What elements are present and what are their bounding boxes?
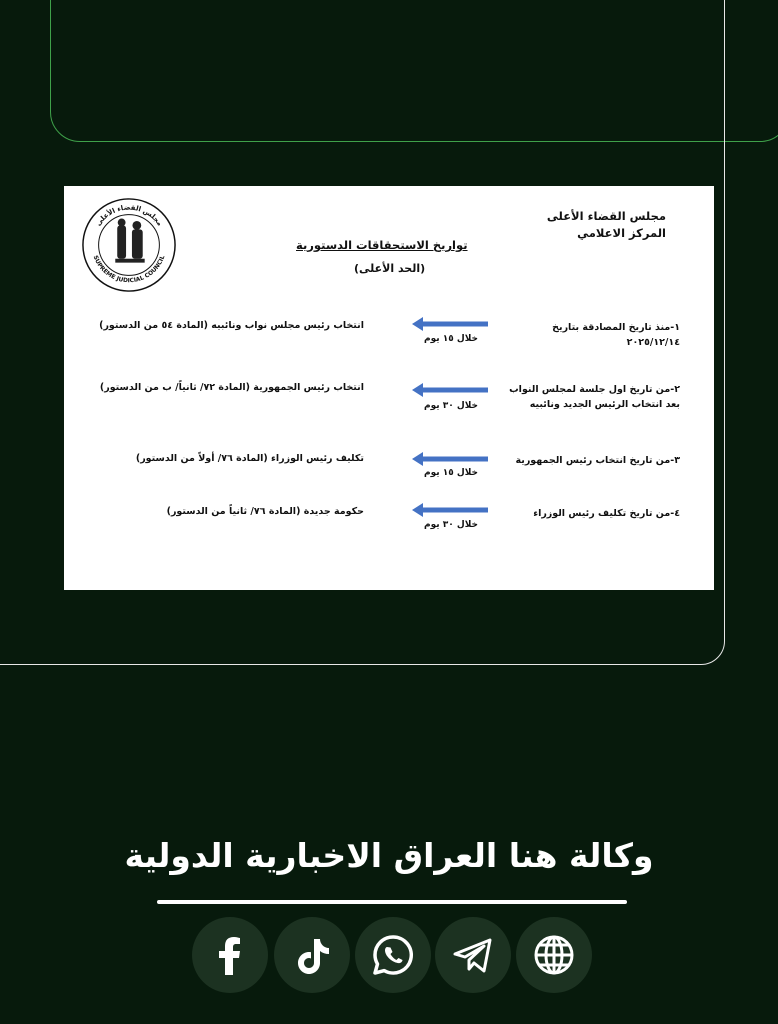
svg-text:مجلس القضاء الأعلى [94, 204, 164, 228]
step-2-arrow-icon [412, 383, 488, 397]
step-1-arrow-icon [412, 317, 488, 331]
globe-icon [530, 931, 578, 979]
document-image [64, 186, 714, 590]
issuer-block [547, 208, 666, 242]
step-4-arrow-icon [412, 503, 488, 517]
facebook-button[interactable] [192, 917, 268, 993]
step-4-start: ٤-من تاريخ تكليف رئيس الوزراء [533, 508, 680, 519]
judicial-council-seal [80, 196, 178, 294]
step-2-start: ٢-من تاريخ اول جلسة لمجلس النواب بعد انتخاب الرئيس الجديد ونائبيه [509, 384, 680, 410]
step-4-result: حكومة جديدة (المادة ٧٦/ ثانياً من الدستور) [166, 506, 364, 517]
telegram-button[interactable] [435, 917, 511, 993]
issuer-name: مجلس القضاء الأعلى [546, 209, 666, 223]
facebook-icon [206, 931, 254, 979]
step-4-deadline: خلال ٣٠ يوم [424, 520, 479, 530]
step-3-start: ٣-من تاريخ انتخاب رئيس الجمهورية [515, 455, 680, 466]
issuer-department: المركز الاعلامي [577, 226, 666, 240]
seal-arabic-text: مجلس القضاء الأعلى [94, 203, 164, 228]
step-3-result: تكليف رئيس الوزراء (المادة ٧٦/ أولاً من الدستور) [135, 453, 364, 464]
whatsapp-icon [369, 931, 417, 979]
step-3-arrow-icon [412, 452, 488, 466]
tiktok-button[interactable] [274, 917, 350, 993]
seal-english-text: SUPREME JUDICIAL COUNCIL [91, 254, 167, 285]
website-button[interactable] [516, 917, 592, 993]
step-2-result: انتخاب رئيس الجمهورية (المادة ٧٢/ ثانياً/ ب من الدستور) [99, 382, 364, 393]
step-2-deadline: خلال ٣٠ يوم [424, 401, 479, 411]
telegram-icon [449, 931, 497, 979]
step-1-start: ١-منذ تاريخ المصادقة بتاريخ ٢٠٢٥/١٢/١٤ [552, 322, 680, 348]
step-3-deadline: خلال ١٥ يوم [424, 468, 479, 478]
agency-name: وكالة هنا العراق الاخبارية الدولية [124, 836, 654, 875]
step-1-result: انتخاب رئيس مجلس نواب ونائبيه (المادة ٥٤ من الدستور) [99, 320, 364, 331]
document-subtitle: (الحد الأعلى) [354, 262, 426, 275]
whatsapp-button[interactable] [355, 917, 431, 993]
document-title: تواريخ الاستحقاقات الدستورية [296, 238, 468, 252]
step-1-deadline: خلال ١٥ يوم [424, 334, 479, 344]
tiktok-icon [288, 931, 336, 979]
brand-divider [157, 900, 627, 904]
